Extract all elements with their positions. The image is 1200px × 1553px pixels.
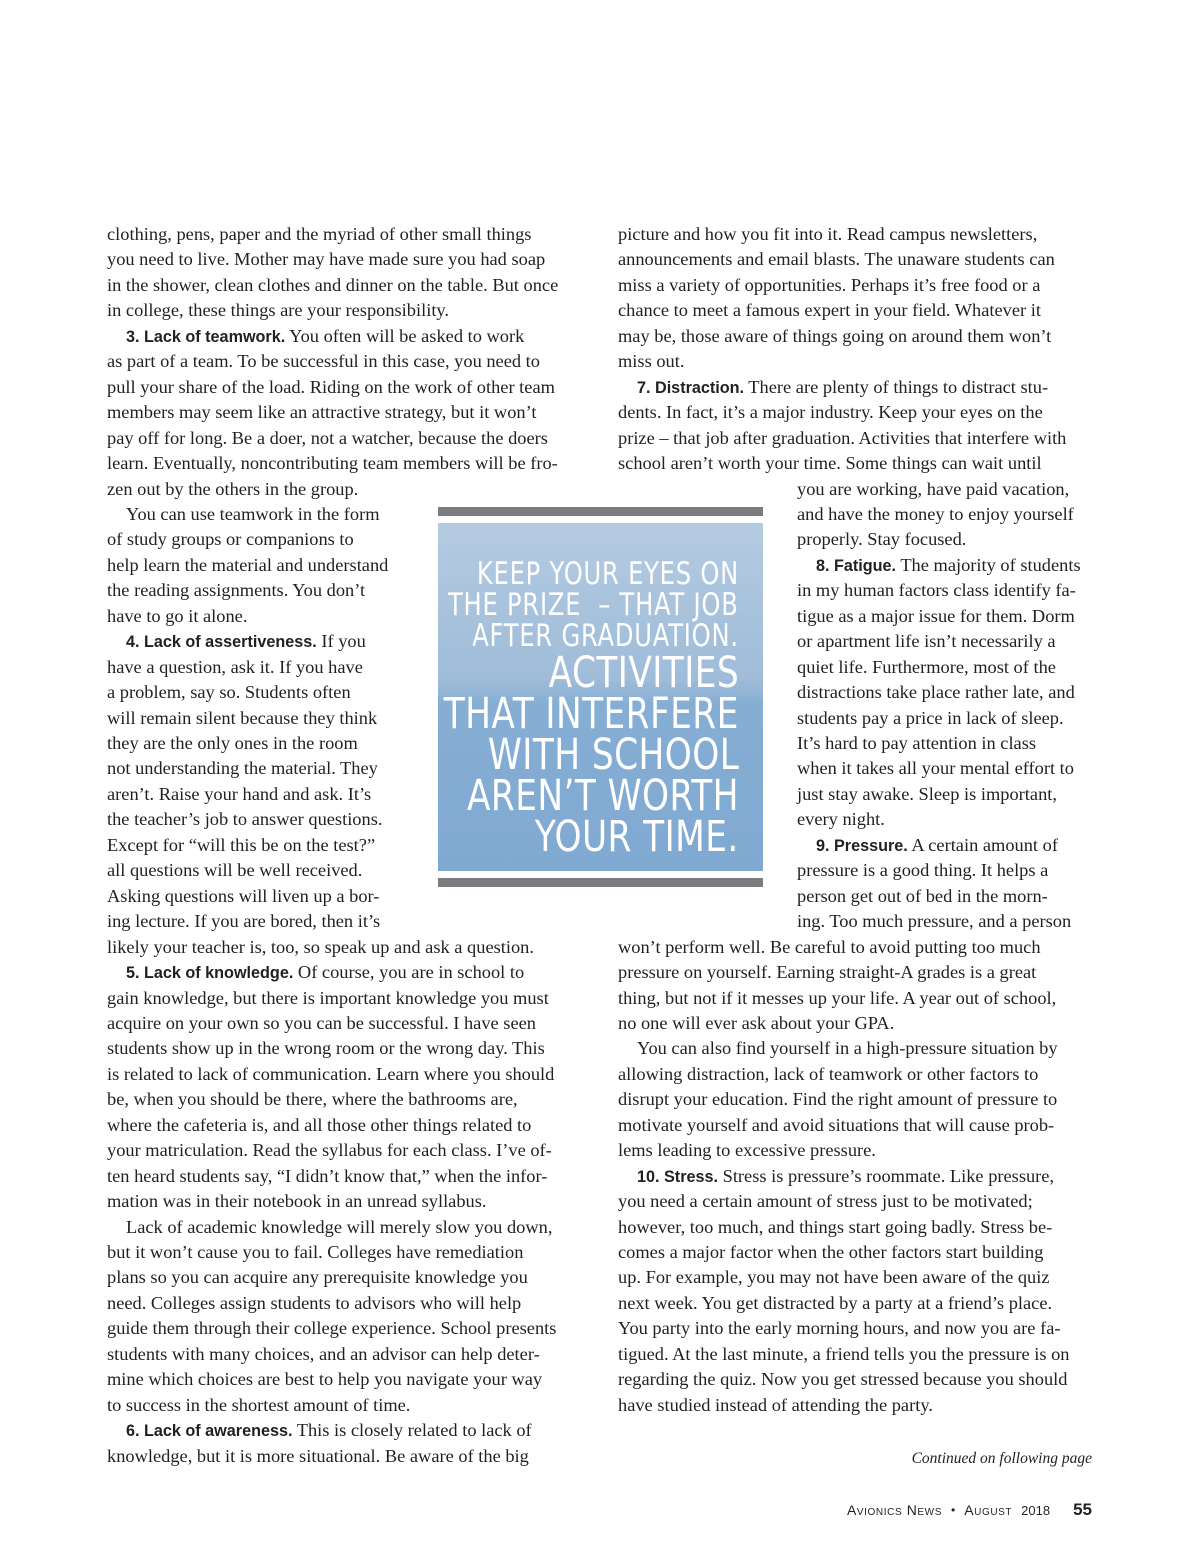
text-line [107, 706, 377, 731]
body-text: be, when you should be there, where the bathrooms are, [107, 1089, 518, 1110]
text-line [816, 553, 1081, 579]
body-text: clothing, pens, paper and the myriad of other small things [107, 224, 532, 244]
body-text: zen out by the others in the group. [107, 478, 359, 499]
text-line [107, 1367, 542, 1392]
pull-quote-top-rule [438, 507, 763, 516]
body-text: as part of a team. To be successful in this case, you need to [107, 351, 540, 372]
body-text: the teacher’s job to answer questions. [107, 809, 383, 830]
text-line [797, 477, 1069, 502]
body-text: pay off for long. Be a doer, not a watcher, because the doers [107, 427, 548, 448]
body-text: Lack of academic knowledge will merely slow you down, [126, 1216, 553, 1237]
body-text: Stress is pressure’s roommate. Like pressure, [718, 1165, 1055, 1186]
text-line [797, 858, 1048, 883]
text-line [107, 222, 531, 247]
text-line [618, 960, 1036, 985]
body-text: Of course, you are in school to [293, 962, 525, 983]
text-line [107, 1062, 554, 1087]
text-line [618, 935, 1041, 960]
text-line [107, 807, 382, 832]
body-text: pull your share of the load. Riding on the work of other team [107, 376, 555, 397]
body-text: You can use teamwork in the form [126, 503, 380, 524]
text-line [618, 1316, 1060, 1341]
section-lead-in: 3. Lack of teamwork. [126, 327, 286, 346]
text-line [107, 477, 358, 502]
body-text: mine which choices are best to help you navigate your way [107, 1369, 543, 1390]
text-line [107, 1291, 521, 1316]
text-line [107, 1164, 547, 1189]
pull-quote-box [438, 523, 763, 871]
body-text: lems leading to excessive pressure. [618, 1140, 876, 1161]
text-line [107, 375, 555, 400]
text-line [107, 655, 363, 680]
text-line [618, 324, 1051, 349]
text-line [107, 1189, 487, 1214]
pull-quote-line: AFTER GRADUATION. [472, 618, 739, 654]
text-line [107, 1393, 410, 1418]
text-line [107, 349, 540, 374]
body-text: and have the money to enjoy yourself [797, 503, 1074, 524]
text-line [618, 273, 1040, 298]
text-line [797, 807, 885, 832]
body-text: school aren’t worth your time. Some things can wait until [618, 453, 1042, 474]
text-line [107, 756, 378, 781]
body-text: motivate yourself and avoid situations that will cause prob- [618, 1114, 1055, 1135]
text-line [816, 833, 1058, 859]
text-line [107, 527, 354, 552]
text-line [107, 578, 365, 603]
text-line [107, 986, 549, 1011]
body-text: The majority of students [896, 554, 1081, 575]
body-text: properly. Stay focused. [797, 529, 967, 550]
body-text: but it won’t cause you to fail. Colleges have remediation [107, 1242, 524, 1262]
body-text: tigue as a major issue for them. Dorm [797, 605, 1075, 626]
body-text: likely your teacher is, too, so speak up and ask a question. [107, 936, 534, 957]
text-line [107, 1265, 528, 1290]
footer-year: 2018 [1021, 1502, 1051, 1518]
text-line [797, 655, 1056, 680]
body-text: a problem, say so. Students often [107, 682, 351, 703]
body-text: members may seem like an attractive strategy, but it won’t [107, 402, 537, 423]
section-lead-in: 10. Stress. [637, 1167, 718, 1186]
text-line [618, 451, 1042, 476]
text-line [107, 273, 558, 298]
text-line [618, 298, 1041, 323]
text-line [618, 1291, 1052, 1316]
body-text: allowing distraction, lack of teamwork or other factors to [618, 1063, 1039, 1084]
body-text: acquire on your own so you can be successful. I have seen [107, 1012, 536, 1033]
body-text: tigued. At the last minute, a friend tells you the pressure is on [618, 1343, 1070, 1364]
text-line [107, 553, 388, 578]
body-text: comes a major factor when the other factors start building [618, 1242, 1044, 1262]
text-line [618, 986, 1056, 1011]
body-text: in the shower, clean clothes and dinner on the table. But once [107, 274, 559, 295]
text-line [618, 1240, 1043, 1265]
section-lead-in: 6. Lack of awareness. [126, 1422, 293, 1441]
section-lead-in: 8. Fatigue. [816, 556, 897, 575]
pull-quote-line: AREN’T WORTH [467, 771, 739, 821]
body-text: aren’t. Raise your hand and ask. It’s [107, 783, 372, 804]
footer-month: August [964, 1502, 1013, 1518]
body-text: miss out. [618, 351, 685, 372]
text-line [797, 527, 966, 552]
text-line [107, 400, 537, 425]
section-lead-in: 4. Lack of assertiveness. [126, 633, 317, 652]
body-text: students with many choices, and an advisor can help deter- [107, 1343, 540, 1364]
text-line [107, 1113, 531, 1138]
body-text: Except for “will this be on the test?” [107, 834, 376, 855]
body-text: of study groups or companions to [107, 529, 354, 550]
body-text: just stay awake. Sleep is important, [797, 783, 1057, 804]
body-text: help learn the material and understand [107, 554, 389, 575]
text-line [618, 1113, 1054, 1138]
body-text: ten heard students say, “I didn’t know that,” when the infor- [107, 1165, 548, 1186]
continued-note: Continued on following page [911, 1450, 1092, 1467]
body-text: prize – that job after graduation. Activities that interfere with [618, 427, 1067, 448]
text-line [637, 1164, 1054, 1190]
body-text: If you [316, 631, 366, 652]
body-text: you need a certain amount of stress just to be motivated; [618, 1191, 1033, 1212]
body-text: you are working, have paid vacation, [797, 478, 1070, 499]
body-text: however, too much, and things start going badly. Stress be- [618, 1216, 1053, 1237]
pull-quote [438, 507, 763, 887]
body-text: won’t perform well. Be careful to avoid putting too much [618, 936, 1041, 957]
body-text: in college, these things are your responsibility. [107, 300, 450, 321]
pull-quote-line: THE PRIZE – THAT JOB [448, 587, 739, 623]
text-line [107, 782, 371, 807]
footer-bullet: • [951, 1503, 956, 1517]
pull-quote-line: ACTIVITIES [548, 648, 739, 698]
text-line [107, 1342, 540, 1367]
body-text: mation was in their notebook in an unread syllabus. [107, 1191, 487, 1212]
body-text: where the cafeteria is, and all those other things related to [107, 1114, 532, 1135]
pull-quote-line: WITH SCHOOL [487, 730, 739, 780]
text-line [107, 426, 548, 451]
text-line [107, 604, 247, 629]
text-line [797, 706, 1064, 731]
text-line [618, 349, 684, 374]
pull-quote-line: YOUR TIME. [535, 812, 739, 862]
body-text: A certain amount of [907, 834, 1058, 855]
body-text: up. For example, you may not have been aware of the quiz [618, 1267, 1050, 1288]
body-text: have to go it alone. [107, 605, 248, 626]
text-line [797, 502, 1074, 527]
body-text: to success in the shortest amount of time. [107, 1394, 411, 1415]
body-text: announcements and email blasts. The unaware students can [618, 249, 1055, 270]
pull-quote-bottom-rule [438, 878, 763, 887]
body-text: distractions take place rather late, and [797, 682, 1075, 703]
text-line [618, 400, 1043, 425]
body-text: students pay a price in lack of sleep. [797, 707, 1064, 728]
text-line [107, 298, 449, 323]
text-line [107, 909, 380, 934]
body-text: students show up in the wrong room or the wrong day. This [107, 1038, 545, 1059]
body-text: not understanding the material. They [107, 758, 378, 779]
pull-quote-line: THAT INTERFERE [444, 689, 739, 739]
text-line [618, 1189, 1033, 1214]
text-line [618, 1087, 1057, 1112]
body-text: the reading assignments. You don’t [107, 580, 366, 601]
text-line [107, 833, 375, 858]
text-line [107, 1316, 556, 1341]
body-text: person get out of bed in the morn- [797, 885, 1048, 906]
pull-quote-line: KEEP YOUR EYES ON [476, 556, 739, 592]
text-line [126, 502, 380, 527]
body-text: There are plenty of things to distract stu- [744, 376, 1049, 397]
body-text: every night. [797, 809, 885, 830]
text-line [637, 375, 1048, 401]
body-text: your matriculation. Read the syllabus for each class. I’ve of- [107, 1140, 552, 1161]
text-line [126, 1418, 532, 1444]
text-line [797, 756, 1074, 781]
text-line [618, 426, 1066, 451]
body-text: ing lecture. If you are bored, then it’s [107, 911, 381, 932]
body-text: is related to lack of communication. Learn where you should [107, 1063, 555, 1084]
text-line [618, 1393, 933, 1418]
body-text: you need to live. Mother may have made sure you had soap [107, 249, 546, 270]
body-text: have a question, ask it. If you have [107, 656, 363, 677]
body-text: quiet life. Furthermore, most of the [797, 656, 1056, 677]
text-line [107, 1138, 552, 1163]
text-line [797, 884, 1048, 909]
text-line [107, 1444, 529, 1469]
text-line [618, 1215, 1052, 1240]
text-line [797, 680, 1075, 705]
body-text: pressure is a good thing. It helps a [797, 860, 1049, 881]
body-text: need. Colleges assign students to advisors who will help [107, 1292, 522, 1313]
body-text: pressure on yourself. Earning straight-A grades is a great [618, 962, 1037, 983]
body-text: gain knowledge, but there is important knowledge you must [107, 987, 549, 1008]
body-text: dents. In fact, it’s a major industry. Keep your eyes on the [618, 402, 1043, 423]
body-text: in my human factors class identify fa- [797, 580, 1076, 601]
body-text: have studied instead of attending the party. [618, 1394, 933, 1415]
body-text: You often will be asked to work [285, 325, 525, 346]
footer-publication: Avionics News [846, 1502, 942, 1518]
text-line [107, 1036, 545, 1061]
text-line [618, 1342, 1070, 1367]
body-text: plans so you can acquire any prerequisite knowledge you [107, 1267, 528, 1288]
section-lead-in: 7. Distraction. [637, 378, 745, 397]
body-text: You party into the early morning hours, and now you are fa- [618, 1318, 1061, 1339]
text-line [618, 1138, 876, 1163]
text-line [107, 1011, 536, 1036]
text-line [618, 1011, 894, 1036]
text-line [797, 731, 1036, 756]
body-text: guide them through their college experience. School presents [107, 1318, 557, 1339]
body-text: knowledge, but it is more situational. Be aware of the big [107, 1445, 529, 1466]
text-line [797, 604, 1075, 629]
text-line [107, 680, 351, 705]
text-line [126, 1215, 552, 1240]
text-line [797, 909, 1071, 934]
body-text: chance to meet a famous expert in your field. Whatever it [618, 300, 1041, 321]
body-text: It’s hard to pay attention in class [797, 733, 1037, 753]
text-line [107, 884, 379, 909]
page-number: 55 [1073, 1500, 1092, 1519]
section-lead-in: 9. Pressure. [816, 836, 908, 855]
page-footer [847, 1500, 1092, 1520]
body-text: ing. Too much pressure, and a person [797, 911, 1072, 932]
text-line [618, 247, 1055, 272]
text-line [107, 858, 362, 883]
text-line [107, 1087, 518, 1112]
text-line [797, 629, 1056, 654]
text-line [126, 629, 366, 655]
body-text: picture and how you fit into it. Read campus newsletters, [618, 224, 1038, 244]
text-line [618, 1265, 1050, 1290]
body-text: This is closely related to lack of [292, 1420, 532, 1441]
text-line [107, 247, 545, 272]
body-text: thing, but not if it messes up your life. A year out of school, [618, 987, 1057, 1008]
body-text: they are the only ones in the room [107, 733, 358, 753]
body-text: will remain silent because they think [107, 707, 378, 728]
text-line [618, 222, 1037, 247]
body-text: when it takes all your mental effort to [797, 758, 1074, 779]
body-text: no one will ever ask about your GPA. [618, 1012, 895, 1033]
body-text: next week. You get distracted by a party at a friend’s place. [618, 1292, 1053, 1313]
text-line [107, 1240, 523, 1265]
text-line [107, 451, 558, 476]
text-line [618, 1367, 1067, 1392]
section-lead-in: 5. Lack of knowledge. [126, 964, 294, 983]
text-line [618, 1062, 1038, 1087]
body-text: Asking questions will liven up a bor- [107, 885, 380, 906]
text-line [637, 1036, 1058, 1061]
text-line [107, 731, 358, 756]
text-line [126, 960, 524, 986]
text-line [126, 324, 524, 350]
text-line [107, 935, 534, 960]
body-text: all questions will be well received. [107, 860, 363, 881]
body-text: learn. Eventually, noncontributing team members will be fro- [107, 453, 558, 474]
body-text: disrupt your education. Find the right amount of pressure to [618, 1089, 1058, 1110]
body-text: miss a variety of opportunities. Perhaps it’s free food or a [618, 274, 1041, 295]
body-text: regarding the quiz. Now you get stressed because you should [618, 1369, 1068, 1390]
body-text: You can also find yourself in a high-pressure situation by [637, 1038, 1058, 1059]
text-line [797, 578, 1076, 603]
text-line [797, 782, 1057, 807]
body-text: may be, those aware of things going on around them won’t [618, 325, 1052, 346]
body-text: or apartment life isn’t necessarily a [797, 631, 1056, 652]
